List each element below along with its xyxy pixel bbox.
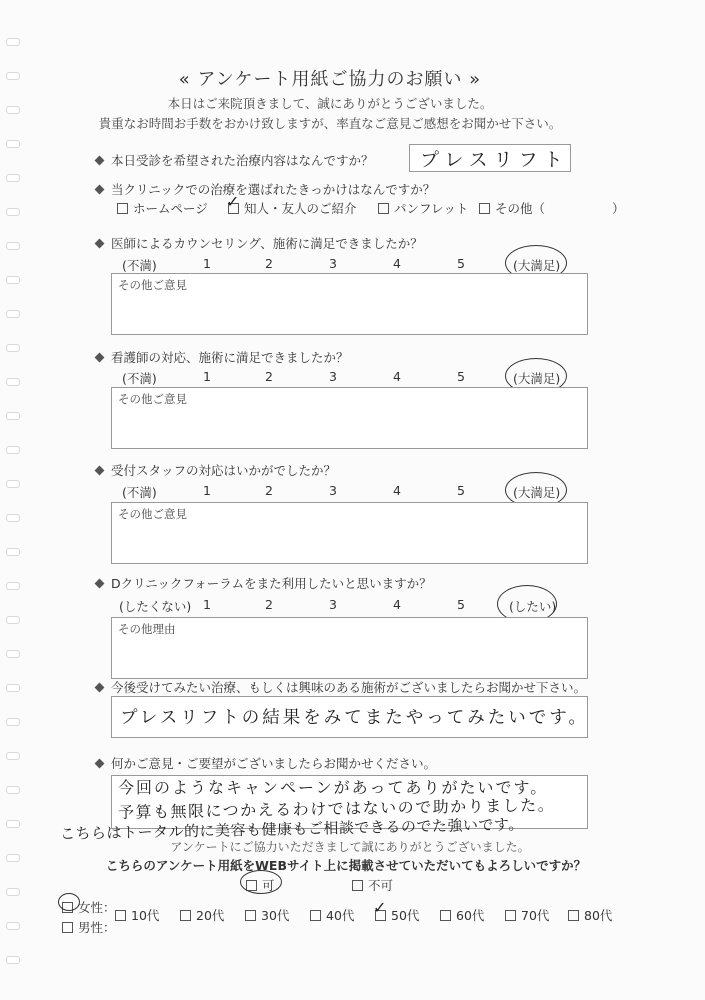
selected-circle [58,893,80,911]
scale-1[interactable]: 1 [203,256,211,271]
scale-5[interactable]: 5 [457,597,465,612]
scale-5[interactable]: 5 [457,483,465,498]
gender-male[interactable]: 男性： [62,918,116,936]
scale-low-label: (したくない) [119,599,192,614]
checkbox[interactable] [440,910,451,921]
scale-4[interactable]: 4 [393,597,401,612]
scale-4[interactable]: 4 [393,256,401,271]
intro-line-1: 本日はご来院頂きまして、誠にありがとうございました。 [167,96,493,111]
scale-3[interactable]: 3 [329,369,337,384]
q7-handwritten-answer: プレスリフトの結果をみてまたやってみたいです。 [120,708,589,728]
bullet-diamond-icon [95,353,105,363]
web-question: こちらのアンケート用紙をWEBサイト上に掲載させていただいてもよろしいですか？ [105,858,587,873]
comment-box-label: その他理由 [118,622,176,636]
scale-5[interactable]: 5 [457,369,465,384]
selected-circle [240,870,282,894]
bullet-diamond-icon [95,759,105,769]
question-3: 医師によるカウンセリング、施術に満足できましたか？ [96,234,423,252]
question-8: 何かご意見・ご要望がございましたらお聞かせください。 [96,754,436,772]
comment-box-6[interactable] [111,617,588,679]
checkbox[interactable] [117,203,128,214]
checkbox[interactable] [180,910,191,921]
scale-3[interactable]: 3 [329,483,337,498]
age-70s[interactable]: 70代 [505,906,549,924]
bullet-diamond-icon [95,156,105,166]
scale-high-label[interactable]: (したい) [509,599,557,614]
scale-2[interactable]: 2 [265,597,273,612]
question-6: Dクリニックフォーラムをまた利用したいと思いますか？ [96,574,432,592]
scale-low-label: (不満) [122,485,157,500]
bullet-diamond-icon [95,683,105,693]
scale-2[interactable]: 2 [265,369,273,384]
checkbox[interactable] [352,880,363,891]
question-5: 受付スタッフの対応はいかがでしたか？ [96,461,336,479]
q8-handwritten-line-2: 予算も無限につかえるわけではないので助かりました。 [117,795,556,822]
checkbox[interactable] [310,910,321,921]
scale-3[interactable]: 3 [329,256,337,271]
question-1: 本日受診を希望された治療内容はなんですか？ [96,151,374,169]
q8-handwritten-line-3: こちらはトータル的に美容も健康もご相談できるのでた強いです。 [59,815,524,843]
scale-low-label: (不満) [122,371,157,386]
option-other-close: ） [612,201,625,216]
age-20s[interactable]: 20代 [180,906,224,924]
question-4: 看護師の対応、施術に満足できましたか？ [96,348,349,366]
scale-4[interactable]: 4 [393,483,401,498]
checkbox[interactable] [479,203,490,214]
web-option-allow[interactable]: 可 [246,876,275,894]
checkbox[interactable] [505,910,516,921]
age-40s[interactable]: 40代 [310,906,354,924]
scale-5[interactable]: 5 [457,256,465,271]
checkbox[interactable] [378,203,389,214]
scale-2[interactable]: 2 [265,483,273,498]
comment-box-5[interactable] [111,502,588,564]
check-mark-icon: ✓ [226,192,240,211]
age-50s[interactable]: 50代 [375,906,419,924]
scale-high-label[interactable]: (大満足) [513,485,561,500]
comment-box-label: その他ご意見 [118,278,187,292]
scale-high-label[interactable]: (大満足) [513,258,561,273]
bullet-diamond-icon [95,239,105,249]
option-homepage[interactable]: ホームページ [117,199,208,217]
q1-handwritten-answer: プレスリフト [420,149,569,171]
option-other[interactable]: その他（ [479,199,545,217]
age-60s[interactable]: 60代 [440,906,484,924]
age-80s[interactable]: 80代 [568,906,612,924]
option-referral[interactable]: 知人・友人のご紹介 [228,199,357,217]
age-30s[interactable]: 30代 [245,906,289,924]
question-2: 当クリニックでの治療を選ばれたきっかけはなんですか？ [96,180,435,198]
thanks-text: アンケートにご協力いただきまして誠にありがとうございました。 [170,840,530,854]
scale-1[interactable]: 1 [203,597,211,612]
scale-high-label[interactable]: (大満足) [513,371,561,386]
age-10s[interactable]: 10代 [115,906,159,924]
comment-box-4[interactable] [111,387,588,449]
bullet-diamond-icon [95,579,105,589]
checkbox[interactable] [62,922,73,933]
scale-1[interactable]: 1 [203,369,211,384]
scale-low-label: (不満) [122,258,157,273]
checkbox[interactable] [568,910,579,921]
scale-2[interactable]: 2 [265,256,273,271]
bullet-diamond-icon [95,185,105,195]
checkbox[interactable] [245,910,256,921]
comment-box-label: その他ご意見 [118,392,187,406]
comment-box-3[interactable] [111,273,588,335]
comment-box-label: その他ご意見 [118,507,187,521]
web-option-deny[interactable]: 不可 [352,876,393,894]
intro-line-2: 貴重なお時間お手数をおかけ致しますが、率直なご意見ご感想をお聞かせ下さい。 [98,116,562,131]
survey-title: « アンケート用紙ご協力のお願い » [178,69,482,90]
q8-handwritten-line-1: 今回のようなキャンペーンがあってありがたいです。 [118,778,549,797]
option-pamphlet[interactable]: パンフレット [378,199,468,217]
bullet-diamond-icon [95,466,105,476]
scale-3[interactable]: 3 [329,597,337,612]
gender-female[interactable]: 女性： [62,898,116,916]
question-7: 今後受けてみたい治療、もしくは興味のある施術がございましたらお聞かせ下さい。 [96,678,586,696]
scale-4[interactable]: 4 [393,369,401,384]
scale-1[interactable]: 1 [203,483,211,498]
checkbox[interactable] [115,910,126,921]
check-mark-icon: ✓ [373,898,387,917]
